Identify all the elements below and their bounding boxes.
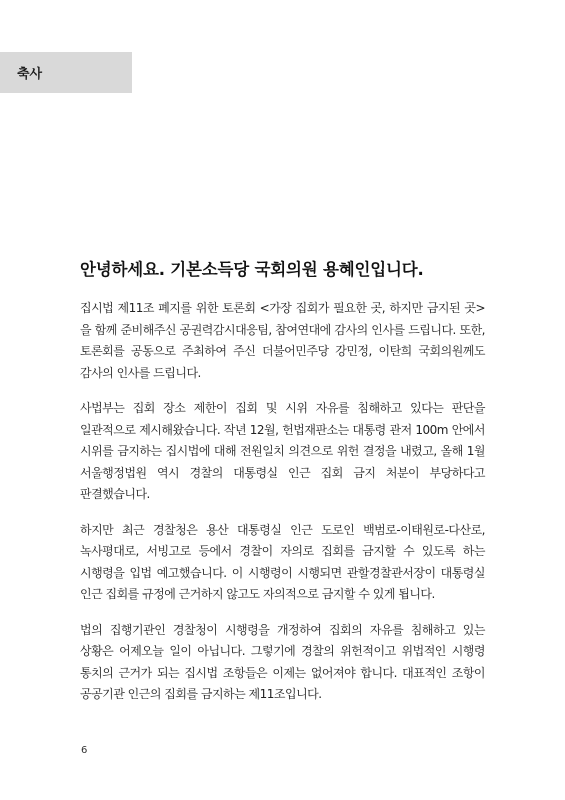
paragraph: 법의 집행기관인 경찰청이 시행령을 개정하여 집회의 자유를 침해하고 있는 상황은 어제오늘 일이 아닙니다. 그렇기에 경찰의 위헌적이고 위법적인 시행령 통치의 근거가 되는 집시법 조항들은 이제는 없어져야 합니다. 대표적인 조항이 공공기관 인근의 집회를 금지하는 제11조입니다. — [80, 622, 485, 701]
section-tab — [0, 52, 132, 93]
greeting-headline: 안녕하세요. 기본소득당 국회의원 용혜인입니다. — [80, 260, 424, 279]
paragraph: 하지만 최근 경찰청은 용산 대통령실 인근 도로인 백범로-이태원로-다산로, 녹사평대로, 서빙고로 등에서 경찰이 자의로 집회를 금지할 수 있도록 하는 시행령을 입법 예고했습니다. 이 시행령이 시행되면 관할경찰관서장이 대통령실 인근 집회를 규정에 근거하지 않고도 자의적으로 금지할 수 있게 됩니다. — [80, 522, 485, 601]
paragraph: 사법부는 집회 장소 제한이 집회 및 시위 자유를 침해하고 있다는 판단을 일관적으로 제시해왔습니다. 작년 12월, 헌법재판소는 대통령 관저 100m 안에서 시위를 금지하는 집시법에 대해 전원일치 의견으로 위헌 결정을 내렸고, 올해 1월 서울행정법원 역시 경찰의 대통령실 인근 집회 금지 처분이 부당하다고 판결했습니다. — [80, 401, 485, 501]
section-label: 축사 — [17, 67, 43, 82]
paragraph: 집시법 제11조 폐지를 위한 토론회 <가장 집회가 필요한 곳, 하지만 금지된 곳>을 함께 준비해주신 공권력감시대응팀, 참여연대에 감사의 인사를 드립니다. 또한, 토론회를 공동으로 주최하여 주신 더불어민주당 강민정, 이탄희 국회의원께도 감사의 인사를 드립니다. — [80, 301, 485, 380]
page-number: 6 — [81, 745, 88, 756]
document-body — [80, 256, 485, 720]
